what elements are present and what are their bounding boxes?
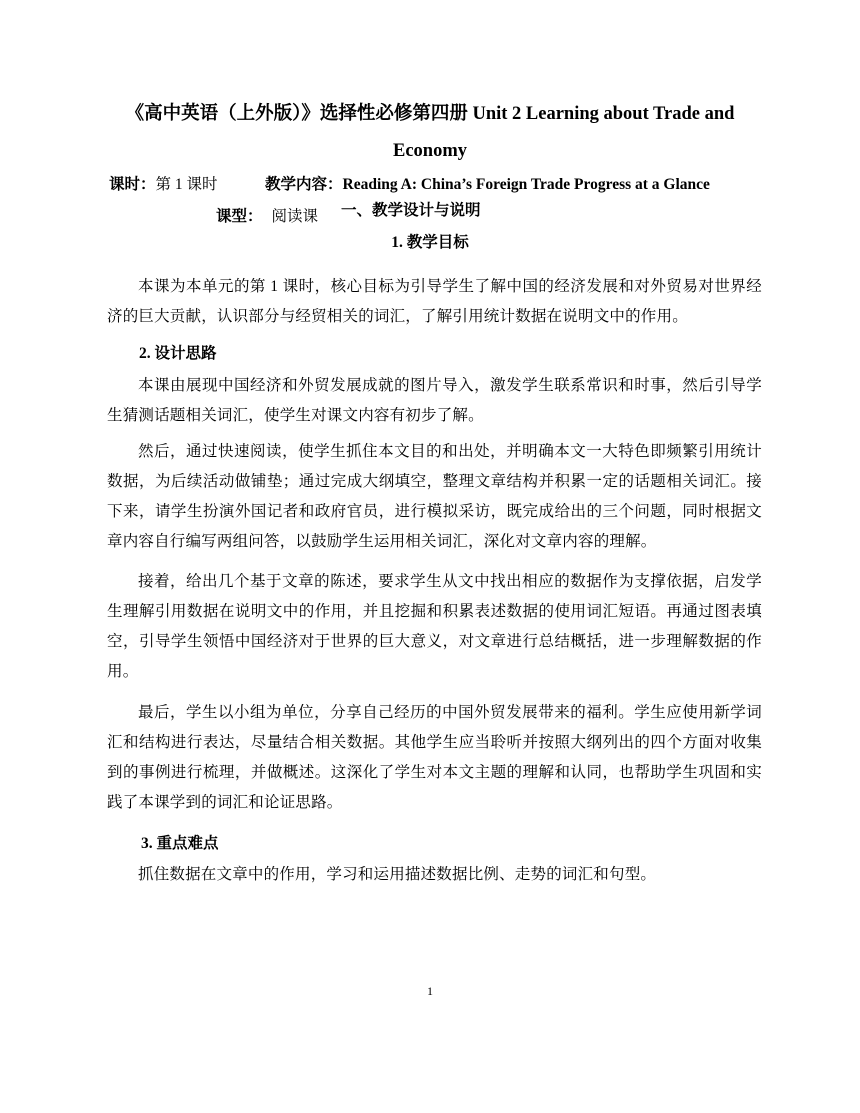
key-points-heading: 3. 重点难点 [141, 835, 219, 852]
document-title-line-2: Economy [393, 141, 467, 161]
design-paragraph-1: 本课由展现中国经济和外贸发展成就的图片导入，激发学生联系常识和时事，然后引导学生猜测话题相关词汇，使学生对课文内容有初步了解。 [107, 377, 762, 424]
lesson-type-label: 课型： [216, 208, 263, 225]
design-heading: 2. 设计思路 [139, 345, 217, 362]
period-field [109, 174, 218, 196]
objectives-paragraph: 本课为本单元的第 1 课时，核心目标为引导学生了解中国的经济发展和对外贸易对世界经济的巨大贡献，认识部分与经贸相关的词汇，了解引用统计数据在说明文中的作用。 [107, 278, 762, 325]
design-paragraph-2: 然后，通过快速阅读，使学生抓住本文目的和出处，并明确本文一大特色即频繁引用统计数据，为后续活动做铺垫；通过完成大纲填空，整理文章结构并积累一定的话题相关词汇。接下来，请学生扮演外国记者和政府官员，进行模拟采访，既完成给出的三个问题，同时根据文章内容自行编写两组问答，以鼓励学生运用相关词汇，深化对文章内容的理解。 [107, 443, 762, 550]
page-number: 1 [427, 984, 433, 998]
period-label: 课时： [109, 176, 156, 193]
document-title-line-1: 《高中英语（上外版）》选择性必修第四册 Unit 2 Learning about Trade and [125, 104, 735, 124]
key-points-paragraph: 抓住数据在文章中的作用，学习和运用描述数据比例、走势的词汇和句型。 [138, 866, 657, 883]
content-label: 教学内容： [265, 176, 343, 193]
objectives-heading: 1. 教学目标 [391, 234, 469, 251]
lesson-type-field [216, 206, 318, 228]
content-value: Reading A: China’s Foreign Trade Progress at a Glance [342, 176, 710, 193]
content-field [265, 174, 710, 196]
design-paragraph-3: 接着，给出几个基于文章的陈述，要求学生从文中找出相应的数据作为支撑依据，启发学生理解引用数据在说明文中的作用，并且挖掘和积累表述数据的使用词汇短语。再通过图表填空，引导学生领悟中国经济对于世界的巨大意义，对文章进行总结概括，进一步理解数据的作用。 [107, 573, 762, 680]
design-paragraph-4: 最后，学生以小组为单位，分享自己经历的中国外贸发展带来的福利。学生应使用新学词汇和结构进行表达，尽量结合相关数据。其他学生应当聆听并按照大纲列出的四个方面对收集到的事例进行梳理，并做概述。这深化了学生对本文主题的理解和认同，也帮助学生巩固和实践了本课学到的词汇和论证思路。 [107, 704, 762, 811]
period-value: 第 1 课时 [155, 176, 218, 193]
section-heading: 一、教学设计与说明 [341, 202, 481, 219]
lesson-type-value: 阅读课 [271, 208, 319, 225]
